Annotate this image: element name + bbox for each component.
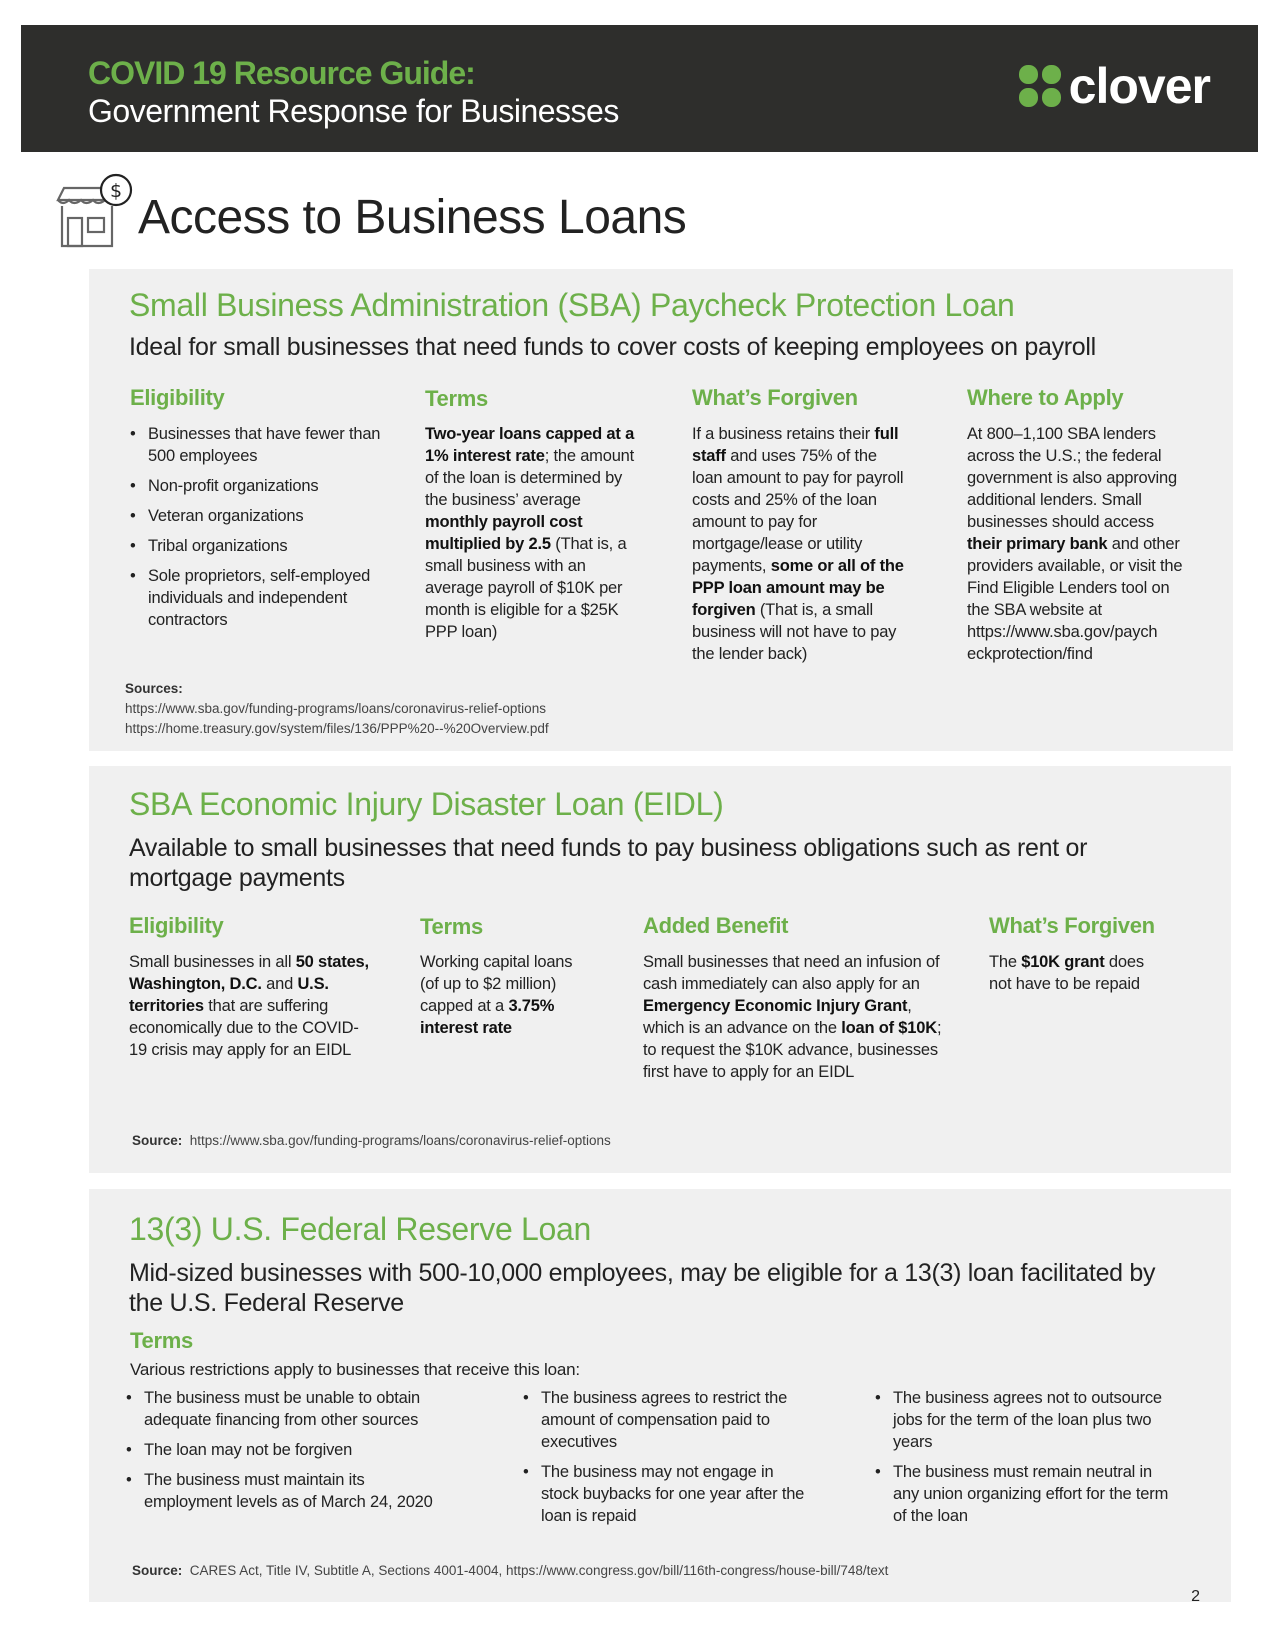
ppp-subtitle: Ideal for small businesses that need funds to cover costs of keeping employees on payroll: [129, 333, 1096, 361]
eligibility-text: Small businesses in all: [129, 953, 296, 971]
header-subtitle: Government Response for Businesses: [88, 93, 619, 129]
list-item: • The business agrees to restrict the amount of compensation paid to executives: [523, 1387, 813, 1453]
ppp-apply-heading: Where to Apply: [967, 385, 1124, 410]
list-item: • The business may not engage in stock buybacks for one year after the loan is repaid: [523, 1461, 813, 1527]
list-item: • Veteran organizations: [130, 505, 395, 527]
terms-bold: monthly payroll cost multiplied by 2.5: [425, 513, 583, 553]
ppp-apply-text: [967, 423, 1185, 665]
source-label: Source:: [132, 1563, 183, 1578]
terms-text: Working capital loans (of up to $2 million) capped at a: [420, 953, 573, 1015]
eidl-title: SBA Economic Injury Disaster Loan (EIDL): [129, 786, 724, 822]
fed-title: 13(3) U.S. Federal Reserve Loan: [129, 1211, 592, 1247]
benefit-text: , which is an advance on the: [643, 997, 912, 1037]
list-item: • Sole proprietors, self-employed individuals and independent contractors: [130, 565, 395, 631]
forgiven-text: and uses 75% of the loan amount to pay for payroll costs and 25% of the loan amount to pay for mortgage/lease or utility payments,: [692, 447, 904, 575]
list-item: • The loan may not be forgiven: [126, 1439, 456, 1461]
terms-bold: 3.75% interest rate: [420, 997, 555, 1037]
source-link[interactable]: CARES Act, Title IV, Subtitle A, Sections 4001-4004, https://www.congress.gov/bill/116th-congress/house-bill/748/text: [189, 1563, 889, 1578]
fed-source: [132, 1561, 888, 1581]
forgiven-bold: full staff: [692, 425, 899, 465]
source-link[interactable]: https://www.sba.gov/funding-programs/loans/coronavirus-relief-options: [189, 1133, 611, 1148]
terms-bold: Two-year loans capped at a 1% interest rate: [425, 425, 635, 465]
list-item: • Non-profit organizations: [130, 475, 395, 497]
terms-text: ; the amount of the loan is determined by the business’ average: [425, 447, 635, 509]
storefront-dollar-icon: [52, 170, 136, 250]
page-header: [21, 25, 1258, 152]
forgiven-text: does not have to be repaid: [989, 953, 1144, 993]
clover-leaf-icon: [1017, 63, 1063, 109]
forgiven-bold: some or all of the PPP loan amount may be forgiven: [692, 557, 904, 619]
ppp-forgiven-heading: What’s Forgiven: [692, 385, 858, 410]
ppp-terms-text: [425, 423, 635, 643]
eligibility-bold: U.S. territories: [129, 975, 329, 1015]
list-item: • The business must be unable to obtain adequate financing from other sources: [126, 1387, 456, 1431]
eidl-forgiven-heading: What’s Forgiven: [989, 913, 1155, 938]
terms-text: (That is, a small business with an average payroll of $10K per month is eligible for a $25K PPP loan): [425, 535, 627, 641]
eidl-terms-heading: Terms: [420, 914, 483, 939]
fed-restrictions-col2: [523, 1387, 813, 1535]
benefit-bold: Emergency Economic Injury Grant: [643, 997, 908, 1015]
fed-loan-section: [89, 1189, 1231, 1602]
sources-label: Sources:: [125, 681, 183, 696]
ppp-terms-heading: Terms: [425, 386, 488, 411]
benefit-bold: loan of $10K: [841, 1019, 937, 1037]
source-link[interactable]: https://www.sba.gov/funding-programs/loans/coronavirus-relief-options: [125, 701, 546, 716]
eidl-eligibility-heading: Eligibility: [129, 913, 224, 938]
logo-text: clover: [1068, 58, 1210, 114]
forgiven-text: (That is, a small business will not have to pay the lender back): [692, 601, 897, 663]
page-title: Access to Business Loans: [138, 191, 687, 244]
ppp-eligibility-list: [130, 423, 395, 639]
eidl-source: [132, 1131, 611, 1151]
list-item: • Businesses that have fewer than 500 employees: [130, 423, 395, 467]
source-label: Source:: [132, 1133, 183, 1148]
ppp-forgiven-text: [692, 423, 907, 665]
svg-text:$: $: [109, 180, 123, 202]
list-item: • The business agrees not to outsource jobs for the term of the loan plus two years: [875, 1387, 1180, 1453]
forgiven-text: The: [989, 953, 1022, 971]
eidl-subtitle: Available to small businesses that need funds to pay business obligations such as rent or mortgage payments: [129, 834, 1088, 892]
ppp-sources: [125, 679, 549, 739]
fed-restrictions-col1: [126, 1387, 456, 1521]
ppp-eligibility-heading: Eligibility: [130, 385, 225, 410]
eidl-terms-text: [420, 951, 595, 1039]
eidl-benefit-text: [643, 951, 943, 1083]
apply-text: At 800–1,100 SBA lenders across the U.S.; the federal government is also approving additional lenders. Small businesses should access: [967, 425, 1177, 531]
fed-restrictions-col3: [875, 1387, 1180, 1535]
eidl-loan-section: [89, 766, 1231, 1173]
list-item: • The business must maintain its employment levels as of March 24, 2020: [126, 1469, 456, 1513]
eidl-eligibility-text: [129, 951, 369, 1061]
apply-text: and other providers available, or visit the Find Eligible Lenders tool on the SBA website at https://www.sba.gov/paych eckprotection/find: [967, 535, 1183, 663]
list-item: • The business must remain neutral in any union organizing effort for the term of the loan: [875, 1461, 1180, 1527]
eligibility-text: that are suffering economically due to the COVID-19 crisis may apply for an EIDL: [129, 997, 359, 1059]
forgiven-bold: $10K grant: [1021, 953, 1105, 971]
list-item: • Tribal organizations: [130, 535, 395, 557]
benefit-text: Small businesses that need an infusion of cash immediately can also apply for an: [643, 953, 940, 993]
eidl-benefit-heading: Added Benefit: [643, 913, 789, 938]
eidl-forgiven-text: [989, 951, 1164, 995]
eligibility-bold: 50 states, Washington, D.C.: [129, 953, 369, 993]
apply-bold: their primary bank: [967, 535, 1108, 553]
ppp-loan-section: [89, 269, 1233, 751]
header-title: COVID 19 Resource Guide:: [88, 55, 475, 91]
page-number: 2: [1191, 1588, 1200, 1605]
fed-terms-intro: Various restrictions apply to businesses that receive this loan:: [130, 1360, 580, 1379]
ppp-title: Small Business Administration (SBA) Paycheck Protection Loan: [129, 287, 1015, 323]
benefit-text: ; to request the $10K advance, businesses first have to apply for an EIDL: [643, 1019, 942, 1081]
source-link[interactable]: https://home.treasury.gov/system/files/136/PPP%20--%20Overview.pdf: [125, 721, 549, 736]
forgiven-text: If a business retains their: [692, 425, 875, 443]
fed-subtitle: Mid-sized businesses with 500-10,000 employees, may be eligible for a 13(3) loan facilitated by the U.S. Federal Reserve: [129, 1259, 1156, 1317]
fed-terms-heading: Terms: [130, 1328, 193, 1353]
clover-logo: [1017, 58, 1210, 114]
eligibility-text: and: [261, 975, 298, 993]
